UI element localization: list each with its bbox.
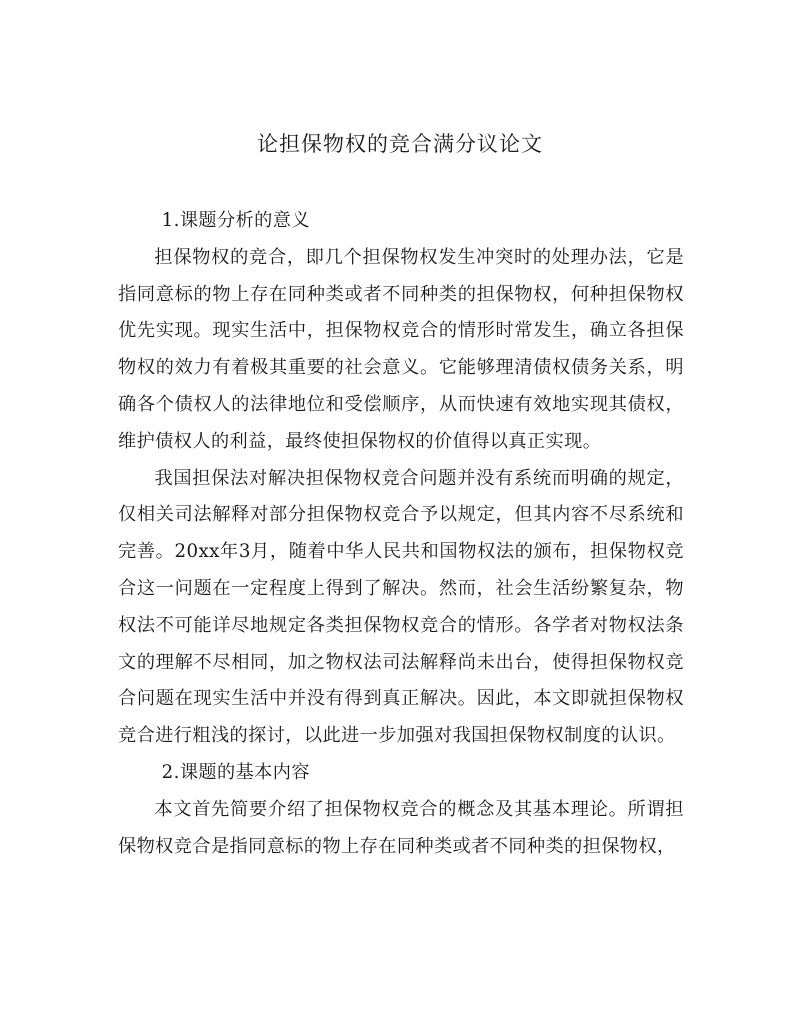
section-heading-2: 2.课题的基本内容: [161, 761, 310, 783]
document-title: 论担保物权的竞合满分议论文: [257, 132, 543, 156]
document-body: [118, 203, 684, 865]
paragraph-3: 本文首先简要介绍了担保物权竞合的概念及其基本理论。所谓担保物权竞合是指同意标的物上存在同种类或者不同种类的担保物权，: [118, 798, 684, 857]
paragraph-1: 担保物权的竞合，即几个担保物权发生冲突时的处理办法，它是指同意标的物上存在同种类或者不同种类的担保物权，何种担保物权优先实现。现实生活中，担保物权竞合的情形时常发生，确立各担保物权的效力有着极其重要的社会意义。它能够理清债权债务关系，明确各个债权人的法律地位和受偿顺序，从而快速有效地实现其债权，维护债权人的利益，最终使担保物权的价值得以真正实现。: [118, 246, 684, 452]
paragraph-2: 我国担保法对解决担保物权竞合问题并没有系统而明确的规定，仅相关司法解释对部分担保物权竞合予以规定，但其内容不尽系统和完善。20xx年3月，随着中华人民共和国物权法的颁布，担保物权竞合这一问题在一定程度上得到了解决。然而，社会生活纷繁复杂，物权法不可能详尽地规定各类担保物权竞合的情形。各学者对物权法条文的理解不尽相同，加之物权法司法解释尚未出台，使得担保物权竞合问题在现实生活中并没有得到真正解决。因此，本文即就担保物权竞合进行粗浅的探讨，以此进一步加强对我国担保物权制度的认识。: [118, 467, 684, 747]
section-heading-1: 1.课题分析的意义: [161, 210, 310, 231]
